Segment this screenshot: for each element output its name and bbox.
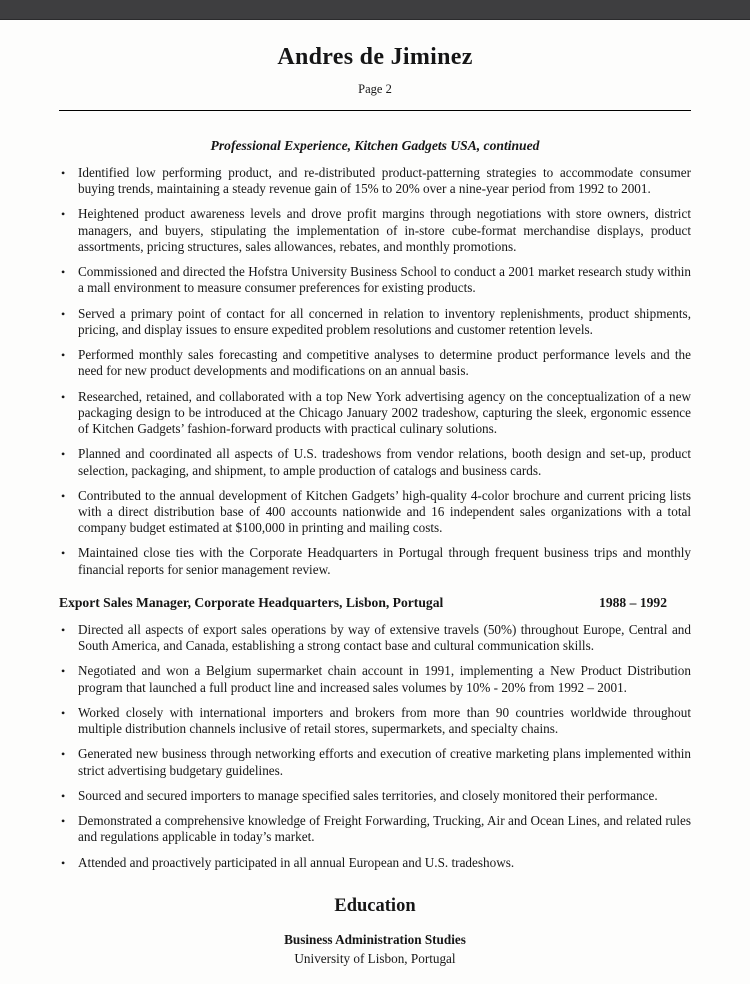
bullet-text: Performed monthly sales forecasting and competitive analyses to determine product performance levels and the need for new product developments and modifications on an annual basis. <box>78 347 691 379</box>
bullet-icon: • <box>61 622 66 637</box>
bullet-icon: • <box>61 855 66 870</box>
bullet-text: Contributed to the annual development of Kitchen Gadgets’ high-quality 4-color brochure and current pricing lists with a direct distribution base of 400 accounts nationwide and 16 independent sales organizations with a total company budget estimated at $100,000 in printing and mailing costs. <box>78 487 691 536</box>
bullet-item <box>59 488 691 537</box>
export-role-title: Export Sales Manager, Corporate Headquarters, Lisbon, Portugal <box>59 594 444 610</box>
bullet-item <box>59 545 691 577</box>
bullet-text: Directed all aspects of export sales operations by way of extensive travels (50%) throughout Europe, Central and South America, and Canada, establishing a strong contact base and cultural communication skills. <box>78 621 691 654</box>
bullet-text: Attended and proactively participated in all annual European and U.S. tradeshows. <box>78 854 515 870</box>
bullet-item <box>59 165 691 197</box>
export-role-dates: 1988 – 1992 <box>599 594 667 610</box>
scan-top-bar <box>0 0 750 20</box>
bullet-icon: • <box>61 207 66 222</box>
header-divider <box>59 110 691 111</box>
bullet-item <box>59 389 691 438</box>
bullet-item <box>59 347 691 379</box>
bullet-text: Maintained close ties with the Corporate Headquarters in Portugal through frequent business trips and monthly financial reports for senior management review. <box>78 545 691 577</box>
bullet-item <box>59 746 691 778</box>
bullet-item <box>59 206 691 255</box>
bullet-icon: • <box>61 546 66 561</box>
bullet-item <box>59 855 691 871</box>
bullet-icon: • <box>61 166 66 180</box>
bullet-item <box>59 705 691 737</box>
bullet-item <box>59 264 691 296</box>
bullet-icon: • <box>61 664 66 679</box>
bullet-icon: • <box>61 447 66 462</box>
page-number-label: Page 2 <box>358 82 392 96</box>
bullet-item <box>59 788 691 804</box>
export-role-heading <box>59 595 691 611</box>
bullet-text: Negotiated and won a Belgium supermarket chain account in 1991, implementing a New Product Distribution program that launched a full product line and increased sales volumes by 10% - 20% from 1992 – 2001. <box>78 663 691 695</box>
export-role-bullet-list <box>59 622 691 871</box>
bullet-text: Generated new business through networking efforts and execution of creative marketing plans implemented within strict advertising budgetary guidelines. <box>78 746 691 778</box>
bullet-text: Identified low performing product, and re-distributed product-patterning strategies to accommodate consumer buying trends, maintaining a steady revenue gain of 15% to 20% over a nine-year period from 1992 to 2001. <box>78 165 691 197</box>
bullet-text: Commissioned and directed the Hofstra University Business School to conduct a 2001 market research study within a mall environment to measure consumer preferences for existing products. <box>78 264 691 296</box>
education-school: University of Lisbon, Portugal <box>294 950 456 966</box>
bullet-icon: • <box>61 747 66 762</box>
bullet-item <box>59 813 691 845</box>
bullet-item <box>59 306 691 338</box>
bullet-text: Heightened product awareness levels and drove profit margins through negotiations with store owners, district managers, and buyers, stipulating the implementation of in-store cube-format merchandise displays, product assortments, pricing structures, sales allowances, rebates, and monthly promotions. <box>78 206 691 254</box>
bullet-text: Planned and coordinated all aspects of U.S. tradeshows from vendor relations, booth design and set-up, product selection, packaging, and shipment, to ample production of catalogs and business cards. <box>78 446 691 478</box>
bullet-icon: • <box>61 265 66 280</box>
bullet-icon: • <box>61 389 66 404</box>
bullet-text: Researched, retained, and collaborated with a top New York advertising agency on the conceptualization of a new packaging design to be introduced at the Chicago January 2002 tradeshow, capturing the sleek, ergonomic essence of Kitchen Gadgets’ fashion-forward products with practical culinary solutions. <box>78 388 691 437</box>
education-section-title: Education <box>334 895 416 916</box>
bullet-icon: • <box>61 306 66 321</box>
candidate-name: Andres de Jiminez <box>277 44 473 70</box>
education-degree: Business Administration Studies <box>284 931 466 947</box>
bullet-icon: • <box>61 488 66 503</box>
bullet-text: Demonstrated a comprehensive knowledge of Freight Forwarding, Trucking, Air and Ocean Lines, and related rules and regulations applicable in today’s market. <box>78 813 691 845</box>
bullet-item <box>59 622 691 654</box>
bullet-icon: • <box>61 814 66 829</box>
experience-bullet-list <box>59 165 691 578</box>
bullet-icon: • <box>61 348 66 363</box>
bullet-text: Served a primary point of contact for all concerned in relation to inventory replenishments, product shipments, pricing, and display issues to ensure expedited problem resolutions and customer retention levels. <box>78 305 691 337</box>
document-body <box>0 20 750 967</box>
bullet-icon: • <box>61 705 66 720</box>
bullet-text: Worked closely with international importers and brokers from more than 90 countries worldwide throughout multiple distribution channels inclusive of retail stores, supermarkets, and specialty chains. <box>78 704 691 737</box>
bullet-text: Sourced and secured importers to manage specified sales territories, and closely monitored their performance. <box>78 787 658 803</box>
bullet-icon: • <box>61 788 66 803</box>
experience-section-title: Professional Experience, Kitchen Gadgets USA, continued <box>210 138 540 153</box>
bullet-item <box>59 446 691 478</box>
bullet-item <box>59 663 691 695</box>
